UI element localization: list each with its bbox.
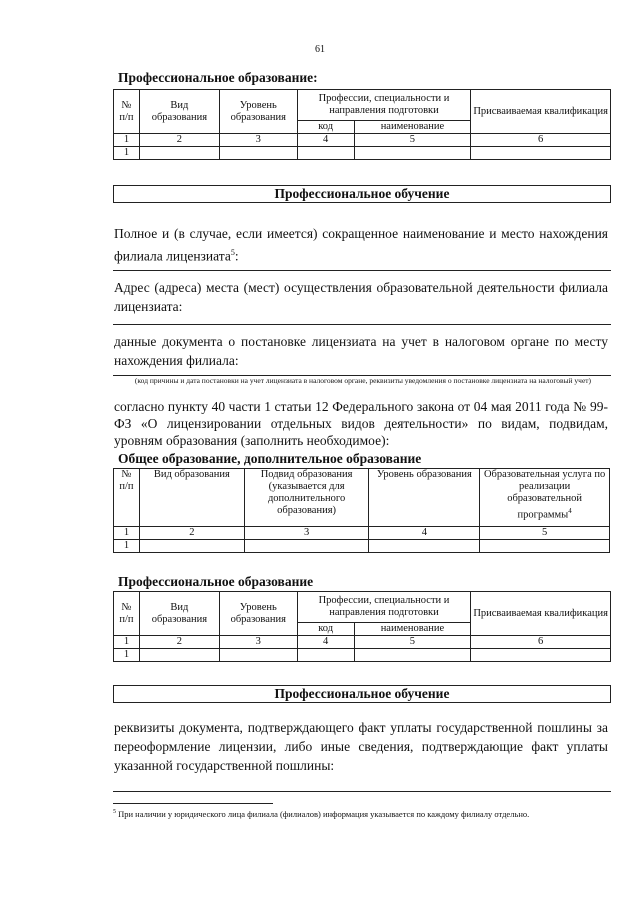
index-cell: 4: [297, 636, 354, 649]
footnote-text: При наличии у юридического лица филиала (филиалов) информация указывается по каждому филиалу отдельно.: [118, 808, 530, 819]
tax-note: (код причины и дата постановки на учет лицензиата в налоговом органе, реквизиты уведомления о постановке лицензиата на налоговый учет): [134, 376, 592, 385]
row-number-cell: 1: [114, 649, 140, 662]
col-service-header: [480, 469, 610, 527]
professional-training-box-2: Профессиональное обучение: [113, 685, 611, 703]
index-cell: 1: [114, 636, 140, 649]
col-code-header: код: [297, 121, 354, 134]
data-cell: [139, 147, 219, 160]
col-profession-header: Профессии, специальности и направления подготовки: [297, 90, 471, 121]
section-heading-general-education: Общее образование, дополнительное образование: [118, 451, 422, 466]
col-subkind-header: Подвид образования (указывается для дополнительного образования): [244, 469, 369, 527]
index-cell: 2: [139, 134, 219, 147]
col-number-header: № п/п: [114, 469, 140, 527]
data-cell: [480, 540, 610, 553]
row-number-cell: 1: [114, 540, 140, 553]
index-cell: 3: [219, 134, 297, 147]
col-level-header: Уровень образования: [219, 592, 297, 636]
index-cell: 5: [480, 527, 610, 540]
col-service-text: Образовательная услуга по реализации образовательной программы: [483, 469, 606, 521]
fill-line: [113, 324, 611, 325]
data-cell: [354, 649, 471, 662]
paragraph-state-fee: реквизиты документа, подтверждающего факт уплаты государственной пошлины за переоформление лицензии, либо иные сведения, подтверждающие факт уплаты указанной государственной пошлины:: [114, 720, 608, 773]
index-cell: 6: [471, 134, 611, 147]
data-cell: [219, 147, 297, 160]
footnote: [113, 806, 610, 821]
data-cell: [354, 147, 471, 160]
index-cell: 4: [369, 527, 480, 540]
index-cell: 1: [114, 527, 140, 540]
general-education-table: [113, 468, 610, 553]
data-cell: [297, 147, 354, 160]
section-heading-professional-education: Профессиональное образование:: [118, 70, 318, 85]
row-number-cell: 1: [114, 147, 140, 160]
col-level-header: Уровень образования: [369, 469, 480, 527]
footnote-separator: [113, 803, 273, 804]
footnote-ref: 4: [568, 507, 572, 515]
paragraph-law-reference: согласно пункту 40 части 1 статьи 12 Федерального закона от 04 мая 2011 года № 99-ФЗ «О лицензировании отдельных видов деятельности» по видам, подвидам, уровням образования (заполнить необходимое):: [114, 399, 608, 448]
index-cell: 5: [354, 134, 471, 147]
data-cell: [369, 540, 480, 553]
col-name-header: наименование: [354, 623, 471, 636]
fill-line: [113, 270, 611, 271]
professional-education-table: [113, 89, 611, 160]
page-number: 61: [315, 44, 325, 55]
paragraph-text: Полное и (в случае, если имеется) сокращенное наименование и место нахождения филиала лицензиата: [114, 226, 608, 264]
professional-education-table-2: [113, 591, 611, 662]
index-cell: 3: [244, 527, 369, 540]
data-cell: [471, 147, 611, 160]
index-cell: 2: [139, 527, 244, 540]
index-cell: 4: [297, 134, 354, 147]
col-number-header: № п/п: [114, 592, 140, 636]
col-qualification-header: Присваиваемая квалификация: [471, 592, 611, 636]
index-cell: 3: [219, 636, 297, 649]
professional-training-box: Профессиональное обучение: [113, 185, 611, 203]
index-cell: 2: [139, 636, 219, 649]
data-cell: [139, 649, 219, 662]
data-cell: [244, 540, 369, 553]
paragraph-branch-name: [114, 224, 608, 266]
col-code-header: код: [297, 623, 354, 636]
data-cell: [219, 649, 297, 662]
footnote-ref: 5: [230, 248, 235, 257]
footnote-mark: 5: [113, 809, 116, 815]
paragraph-tax-registration: данные документа о постановке лицензиата на учет в налоговом органе по месту нахождения филиала:: [114, 334, 608, 368]
section-heading-professional-education-2: Профессиональное образование: [118, 574, 314, 589]
col-kind-header: Вид образования: [139, 592, 219, 636]
paragraph-address: Адрес (адреса) места (мест) осуществления образовательной деятельности филиала лицензиата:: [114, 280, 608, 314]
col-name-header: наименование: [354, 121, 471, 134]
data-cell: [297, 649, 354, 662]
col-kind-header: Вид образования: [139, 90, 219, 134]
col-kind-header: Вид образования: [139, 469, 244, 527]
index-cell: 5: [354, 636, 471, 649]
index-cell: 6: [471, 636, 611, 649]
fill-line: [113, 791, 611, 792]
col-profession-header: Профессии, специальности и направления подготовки: [297, 592, 471, 623]
col-qualification-header: Присваиваемая квалификация: [471, 90, 611, 134]
col-level-header: Уровень образования: [219, 90, 297, 134]
paragraph-colon: :: [234, 248, 239, 264]
col-number-header: № п/п: [114, 90, 140, 134]
data-cell: [139, 540, 244, 553]
data-cell: [471, 649, 611, 662]
index-cell: 1: [114, 134, 140, 147]
